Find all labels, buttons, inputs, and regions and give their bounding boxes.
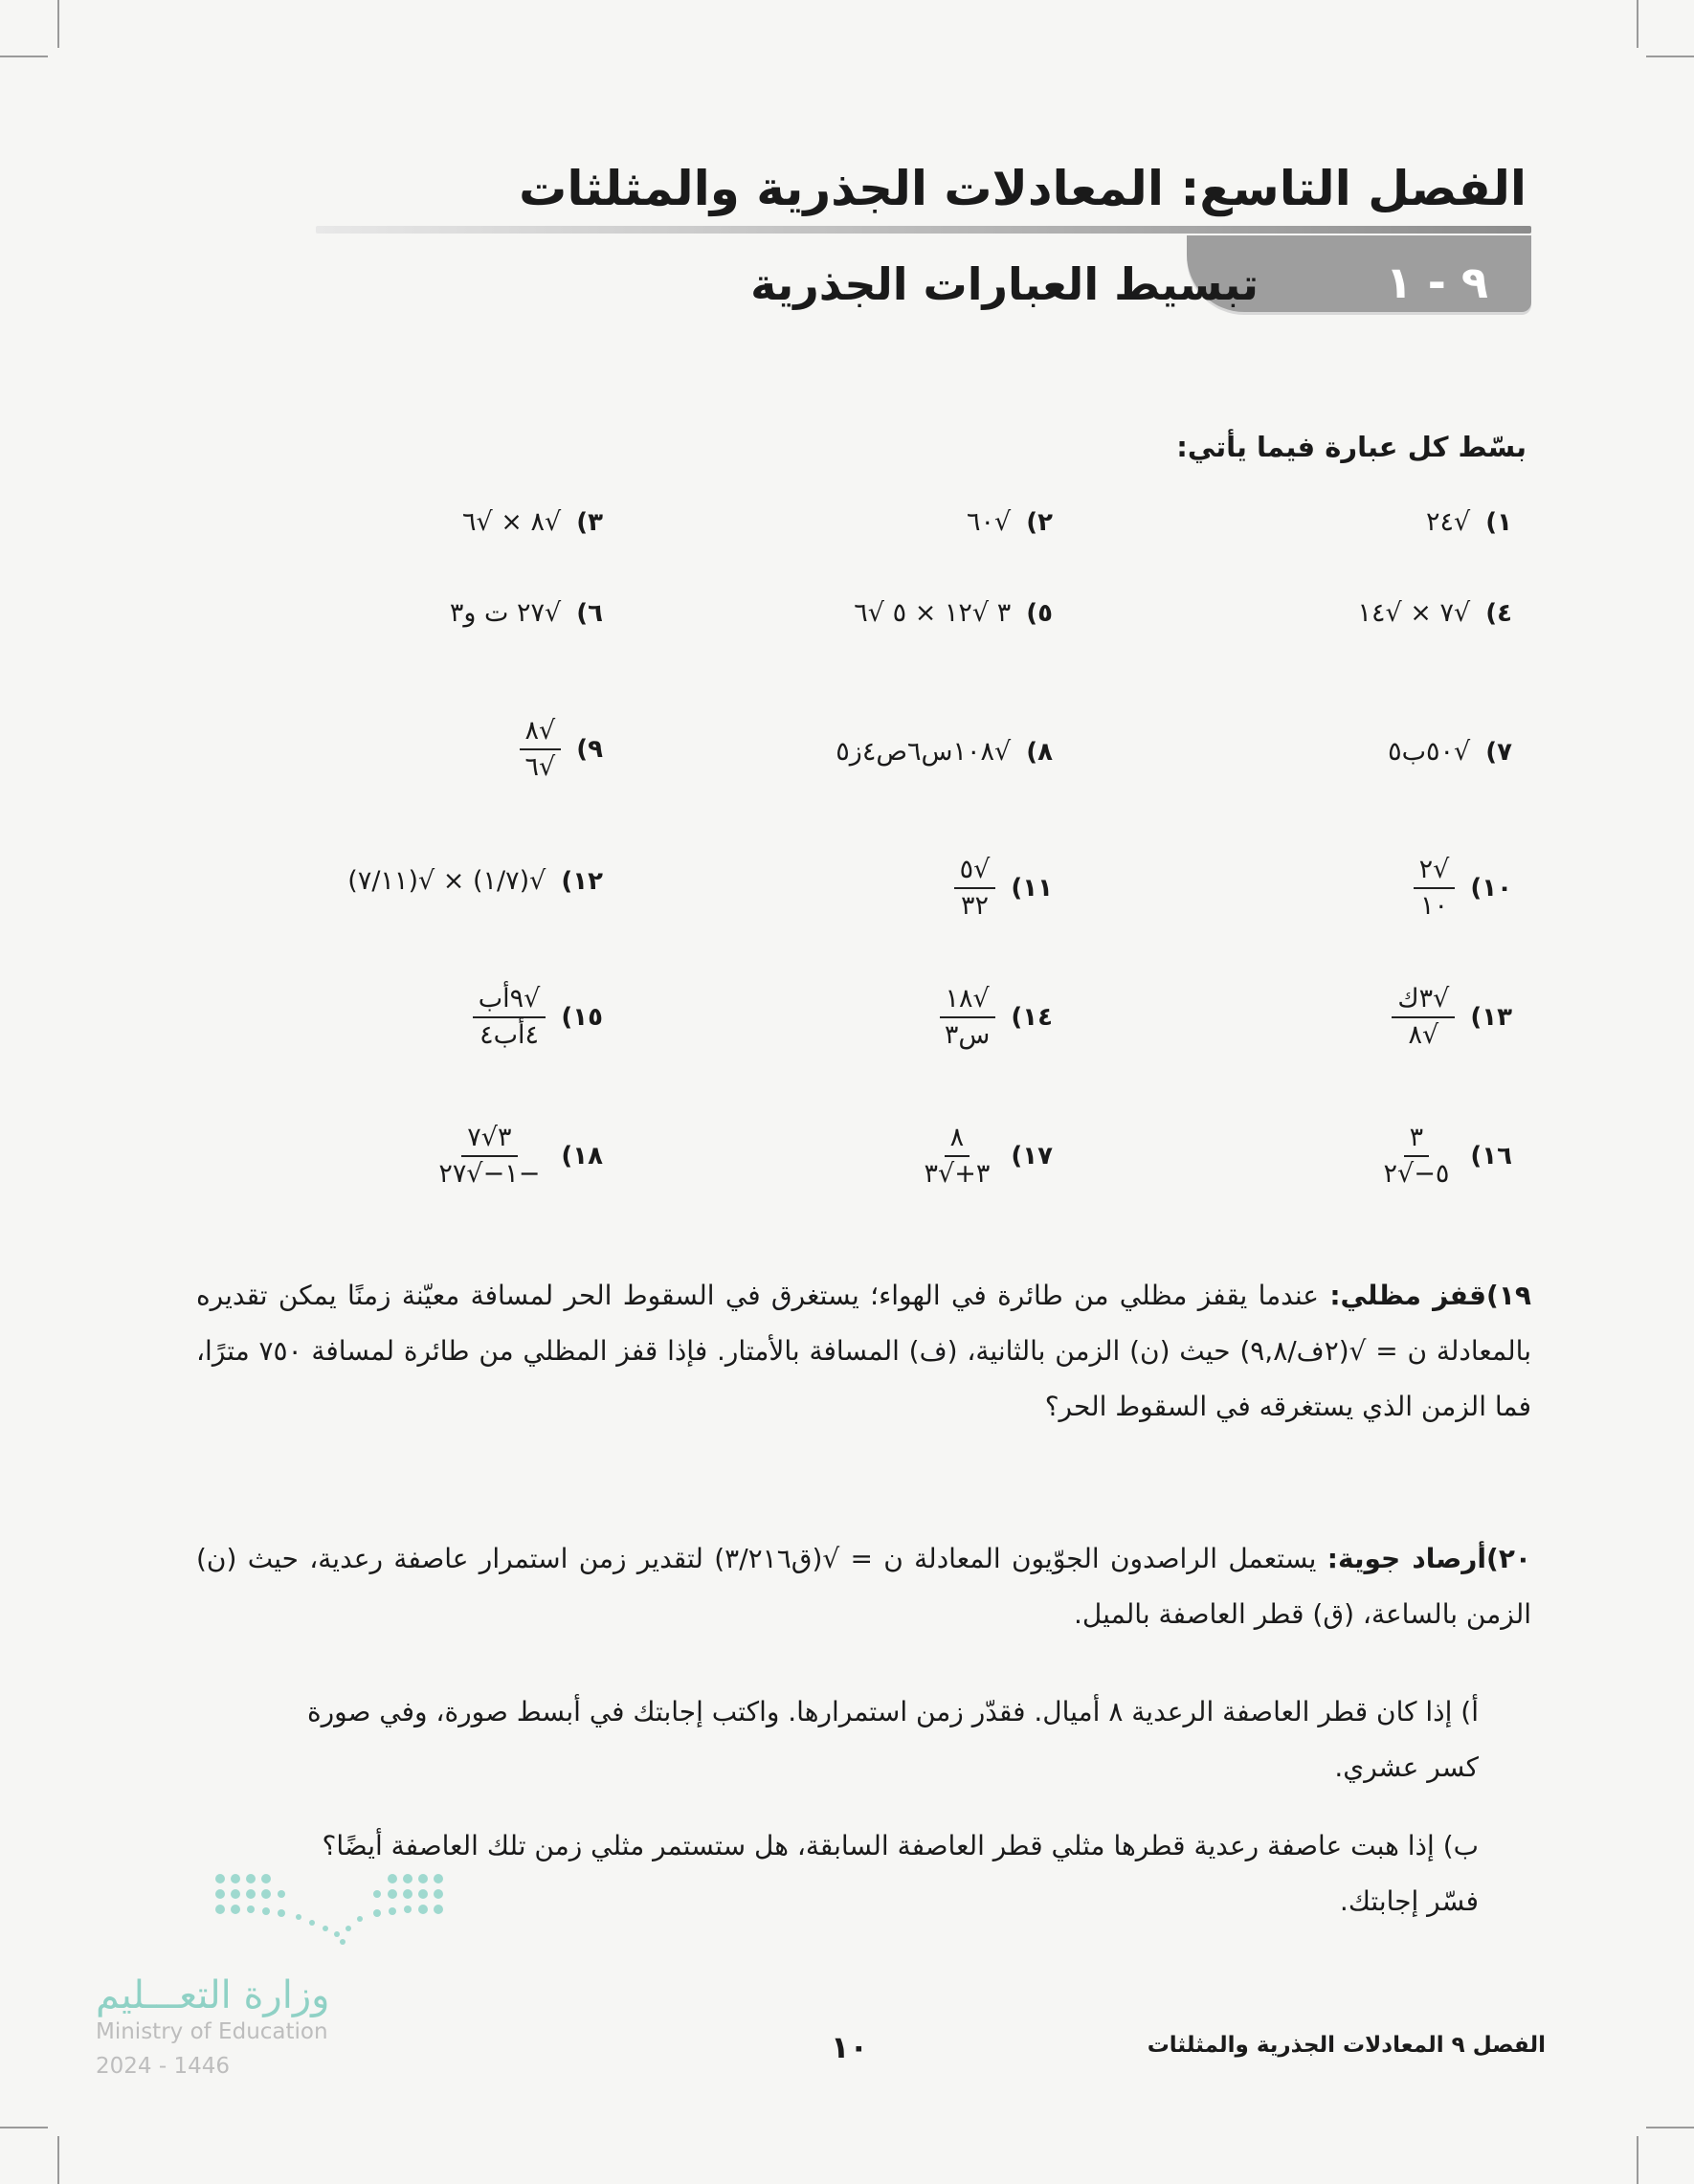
exercise-expression: √١٠٨س٦ص٤ز٥ — [836, 737, 1012, 767]
exercise-number: ١٣) — [1470, 1003, 1512, 1033]
chapter-title: الفصل التاسع: المعادلات الجذرية والمثلثات — [519, 161, 1527, 216]
chapter-divider — [316, 226, 1531, 234]
fraction-numerator: √٣ك — [1392, 986, 1455, 1018]
ministry-name-english: Ministry of Education — [96, 2019, 328, 2044]
lesson-title: تبسيط العبارات الجذرية — [750, 258, 1259, 310]
exercise-fraction — [473, 986, 546, 1050]
exercise-fraction — [939, 986, 995, 1050]
crop-mark — [1646, 2127, 1694, 2128]
exercise-item — [836, 737, 1053, 767]
exercise-fraction — [520, 718, 562, 782]
fraction-numerator: ٣√٧ — [461, 1125, 517, 1157]
exercise-expression: √٧ × √١٤ — [1357, 598, 1471, 628]
exercise-item — [1414, 857, 1512, 921]
ministry-logo-icon — [212, 1871, 447, 1950]
exercise-number: ٨) — [1026, 737, 1053, 767]
crop-mark — [1637, 2136, 1638, 2184]
problem-number: ١٩) — [1486, 1280, 1531, 1311]
problem-text: يستعمل الراصدون الجوّيون المعادلة ن = √(ق٣/٢١٦) لتقدير زمن استمرار عاصفة رعدية، حيث (ن) الزمن بالساعة، (ق) قطر العاصفة بالميل. — [196, 1543, 1531, 1630]
exercise-item — [967, 507, 1053, 537]
exercise-fraction — [1378, 1125, 1456, 1189]
fraction-numerator: √٥ — [954, 857, 996, 889]
exercise-item — [1426, 507, 1512, 537]
exercise-item — [1392, 986, 1512, 1050]
fraction-denominator: ٥−√٢ — [1383, 1159, 1450, 1190]
exercise-expression: √٨ × √٦ — [461, 507, 562, 537]
exercise-expression: √٢٧ ت و٣ — [449, 598, 562, 628]
exercise-number: ١٠) — [1470, 874, 1512, 903]
exercise-number: ٤) — [1485, 598, 1512, 628]
fraction-denominator: √٦ — [524, 752, 556, 783]
exercise-number: ١٨) — [561, 1142, 603, 1171]
fraction-denominator: √٨ — [1408, 1020, 1439, 1051]
ministry-name-arabic: وزارة التعـــليم — [96, 1973, 330, 2017]
exercise-fraction — [954, 857, 996, 921]
exercise-number: ٧) — [1485, 737, 1512, 767]
exercise-item — [473, 986, 603, 1050]
exercise-item — [854, 598, 1053, 628]
exercise-number: ١) — [1485, 507, 1512, 537]
problem-number: ٢٠) — [1486, 1543, 1531, 1574]
exercise-fraction — [919, 1125, 996, 1189]
problem-label: أرصاد جوية: — [1326, 1543, 1487, 1574]
exercise-item — [462, 507, 603, 537]
exercise-fraction — [1414, 857, 1456, 921]
exercise-number: ٥) — [1026, 598, 1053, 628]
instruction-text: بسّط كل عبارة فيما يأتي: — [1176, 431, 1527, 463]
exercise-fraction — [433, 1125, 546, 1189]
crop-mark — [1637, 0, 1638, 48]
exercise-expression: √٢٤ — [1426, 507, 1471, 537]
exercise-number: ٢) — [1026, 507, 1053, 537]
exercise-number: ١٢) — [561, 866, 603, 896]
word-problem-19 — [196, 1268, 1531, 1435]
problem-20-part-b: ب) إذا هبت عاصفة رعدية قطرها مثلي قطر العاصفة السابقة، هل ستستمر مثلي زمن تلك العاصفة أيضًا؟ فسّر إجابتك. — [322, 1830, 1479, 1917]
exercise-number: ١٤) — [1011, 1003, 1053, 1033]
exercise-number: ٣) — [576, 507, 603, 537]
problem-20-part-a: أ) إذا كان قطر العاصفة الرعدية ٨ أميال. فقدّر زمن استمرارها. واكتب إجابتك في أبسط صورة، وفي صورة كسر عشري. — [306, 1696, 1479, 1783]
exercise-number: ١١) — [1011, 874, 1053, 903]
exercise-number: ١٦) — [1470, 1142, 1512, 1171]
exercise-number: ٩) — [576, 735, 603, 765]
lesson-number: ٩ - ١ — [1385, 256, 1488, 308]
fraction-denominator: ٤أب٤ — [479, 1020, 540, 1051]
crop-mark — [0, 2127, 48, 2128]
exercise-number: ٦) — [576, 598, 603, 628]
exercise-item — [520, 718, 604, 782]
crop-mark — [57, 2136, 59, 2184]
exercise-number: ١٥) — [561, 1003, 603, 1033]
exercise-item — [347, 866, 603, 896]
fraction-denominator: س٣ — [944, 1020, 991, 1051]
exercise-item — [954, 857, 1053, 921]
fraction-numerator: ٣ — [1404, 1125, 1430, 1157]
fraction-numerator: √٢ — [1414, 857, 1456, 889]
ministry-year: 2024 - 1446 — [96, 2054, 230, 2079]
crop-mark — [1646, 56, 1694, 57]
exercise-item — [919, 1125, 1054, 1189]
problem-text: عندما يقفز مظلي من طائرة في الهواء؛ يستغرق في السقوط الحر لمسافة معيّنة زمنًا يمكن تقديره بالمعادلة ن = √(٢ف/٩,٨) حيث (ن) الزمن بالثانية، (ف) المسافة بالأمتار. فإذا قفز المظلي من طائرة لمسافة ٧٥٠ مترًا، فما الزمن الذي يستغرقه في السقوط الحر؟ — [196, 1280, 1531, 1422]
exercise-item — [450, 598, 603, 628]
fraction-numerator: √٩أب — [473, 986, 546, 1018]
exercise-item — [1357, 598, 1512, 628]
exercise-item — [939, 986, 1053, 1050]
exercise-expression: √٥٠ب٥ — [1388, 737, 1471, 767]
fraction-denominator: ١٠ — [1419, 891, 1448, 922]
exercise-number: ١٧) — [1011, 1142, 1053, 1171]
crop-mark — [0, 56, 48, 57]
exercise-expression: ٣ √١٢ × ٥ √٦ — [854, 598, 1012, 628]
exercise-item — [433, 1125, 603, 1189]
fraction-denominator: −١−√٢٧ — [438, 1159, 541, 1190]
exercise-item — [1378, 1125, 1513, 1189]
footer-chapter-label: الفصل ٩ المعادلات الجذرية والمثلثات — [1147, 2033, 1546, 2058]
exercise-expression: √٦٠ — [967, 507, 1012, 537]
exercise-expression: √(١/٧) × √(٧/١١) — [347, 866, 546, 896]
fraction-numerator: ٨ — [945, 1125, 970, 1157]
fraction-numerator: √١٨ — [940, 986, 995, 1018]
problem-label: قفز مظلي: — [1329, 1280, 1487, 1311]
exercise-fraction — [1392, 986, 1455, 1050]
fraction-denominator: ٣٢ — [960, 891, 989, 922]
fraction-denominator: ٣+√٣ — [924, 1159, 991, 1190]
word-problem-20 — [196, 1531, 1531, 1642]
page-number: ١٠ — [831, 2029, 869, 2065]
exercise-item — [1388, 737, 1512, 767]
fraction-numerator: √٨ — [520, 718, 562, 750]
crop-mark — [57, 0, 59, 48]
